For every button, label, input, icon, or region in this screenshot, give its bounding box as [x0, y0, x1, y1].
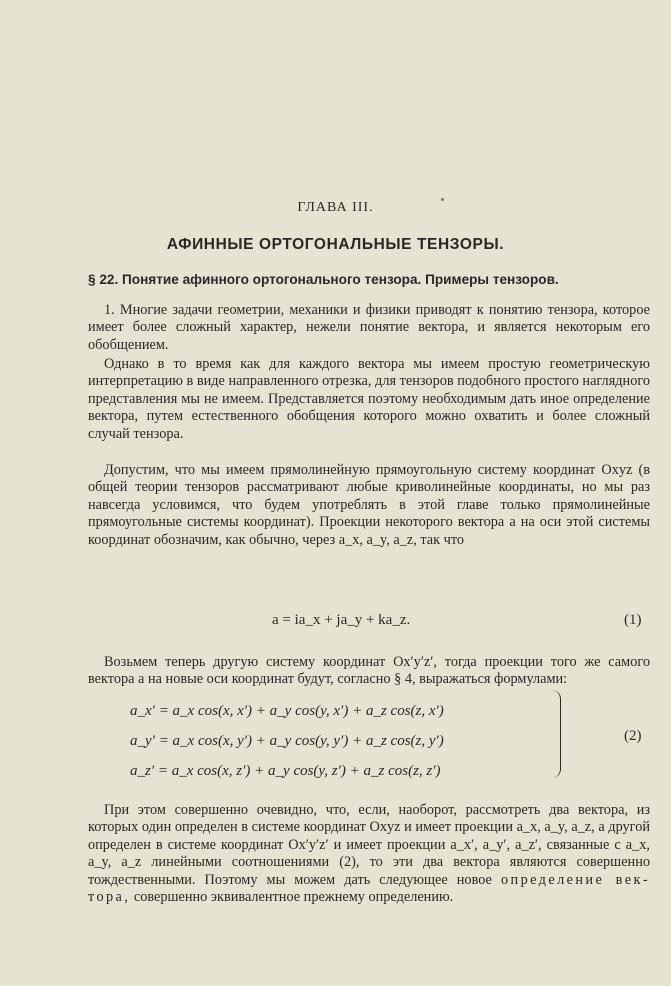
equation-1-number: (1): [624, 612, 642, 628]
definition-emphasis-1: определение век-: [500, 871, 650, 888]
paragraph-5-text: При этом совершенно очевидно, что, если, наоборот, рассмотреть два вектора, из которых один определен в системе координат Oxyz и имеет проекции a_x, a_y, a_z, а другой определен в системе координат Ox′y′z′ и имеет проекции a_x′, a_y′, a_z′, связанные с a_x, a_y, a_z линейными соотношениями (2), то эти два вектора являются совершенно тождественными. Поэтому мы можем дать следующее новое: [88, 802, 650, 888]
paragraph-3: Допустим, что мы имеем прямолинейную прямоугольную систему координат Oxyz (в общей теории тензоров рассматривают любые криволинейные координаты, но мы раз навсегда условимся, что будем употреблять в этой главе только прямолинейные прямоугольные системы координат). Проекции некоторого вектора a на оси этой системы координат обозначим, как обычно, через a_x, a_y, a_z, так что: [88, 462, 650, 548]
definition-emphasis-2: тора,: [88, 889, 131, 906]
paragraph-2: Однако в то время как для каждого вектора мы имеем простую геометрическую интерпретацию в виде направленного отрезка, для тензоров подобного простого наглядного представления мы не имеем. Представляется поэтому необходимым дать иное определение вектора, путем естественного обобщения которого можно охватить и более сложный случай тензора.: [88, 356, 650, 442]
equation-system-row-2: a_y′ = a_x cos(x, y′) + a_y cos(y, y′) + a_z cos(z, y′): [130, 733, 444, 749]
equation-brace: [552, 690, 561, 778]
paragraph-1-text: 1. Многие задачи геометрии, механики и физики приводят к понятию тензора, которое имеет более сложный характер, нежели понятие вектора, и является некоторым его обобщением.: [88, 302, 650, 353]
paragraph-1: [88, 302, 650, 354]
paragraph-5-end: совершенно эквивалентное прежнему определению.: [133, 889, 454, 906]
chapter-title: АФИННЫЕ ОРТОГОНАЛЬНЫЕ ТЕНЗОРЫ.: [166, 236, 505, 253]
paragraph-5: [88, 802, 650, 906]
equation-system-row-3: a_z′ = a_x cos(x, z′) + a_y cos(y, z′) + a_z cos(z, z′): [130, 763, 441, 779]
chapter-label: ГЛАВА III.: [297, 200, 374, 215]
section-heading: § 22. Понятие афинного ортогонального тензора. Примеры тензоров.: [88, 272, 559, 287]
paragraph-4: Возьмем теперь другую систему координат Ox′y′z′, тогда проекции того же самого вектора a на новые оси координат будут, согласно § 4, выражаться формулами:: [88, 654, 650, 688]
equation-system-row-1: a_x′ = a_x cos(x, x′) + a_y cos(y, x′) + a_z cos(z, x′): [130, 703, 444, 719]
equation-1: a = ia_x + ja_y + ka_z.: [272, 612, 411, 628]
equation-system: [130, 696, 444, 786]
equation-system-number: (2): [624, 728, 642, 744]
